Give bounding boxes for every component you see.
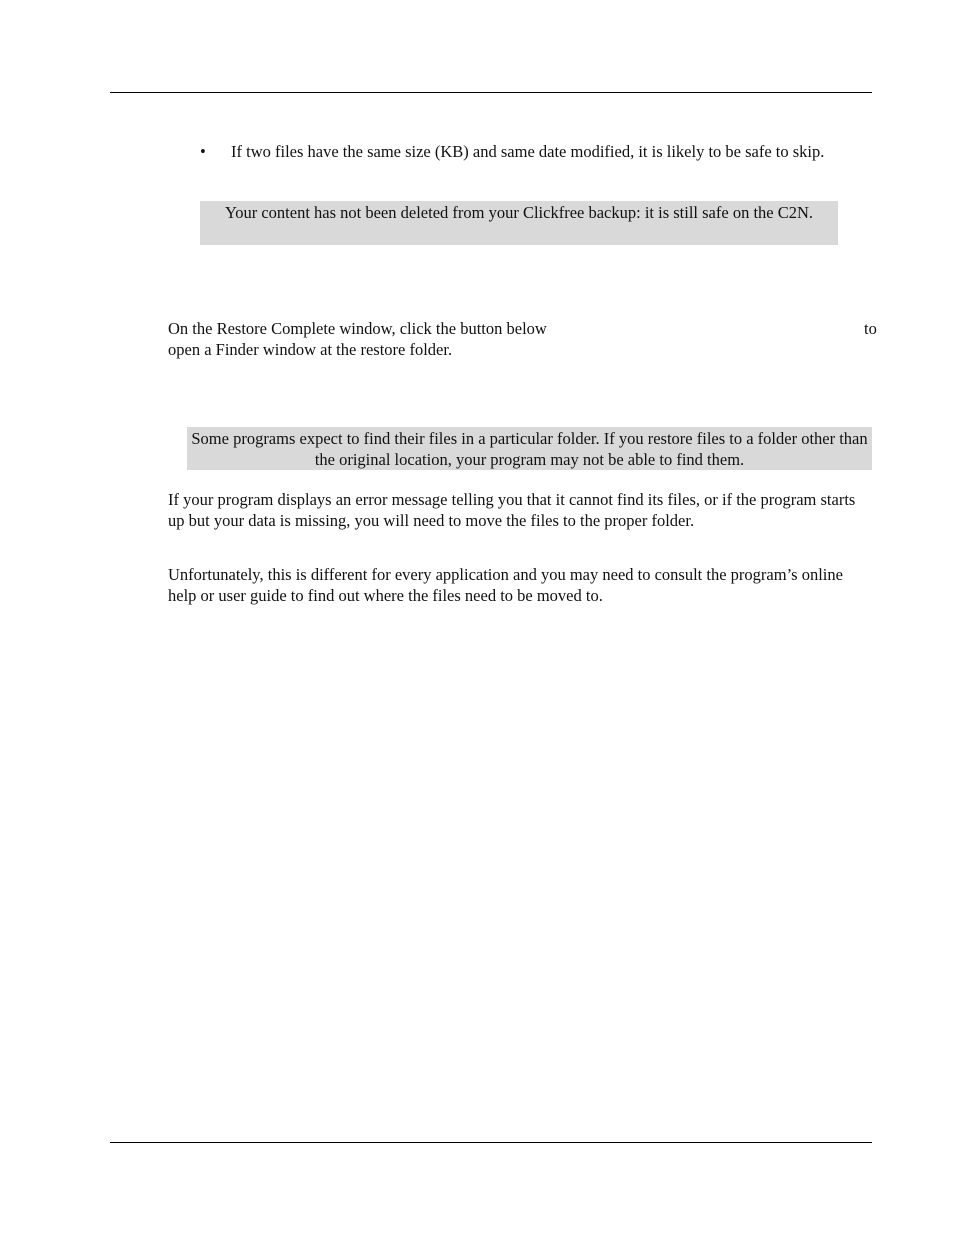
backup-safe-note: Your content has not been deleted from your Clickfree backup: it is still safe on the C2N. — [200, 201, 838, 245]
restore-complete-paragraph — [168, 318, 880, 360]
error-message-paragraph: If your program displays an error message telling you that it cannot find its files, or if the program starts up but your data is missing, you will need to move the files to the proper folder. — [168, 490, 856, 530]
footer-rule — [110, 1142, 872, 1143]
restore-paragraph-rest: open a Finder window at the restore folder. — [168, 340, 453, 359]
restore-paragraph-to: to — [864, 319, 877, 338]
header-rule — [110, 92, 872, 93]
bullet-text: If two files have the same size (KB) and same date modified, it is likely to be safe to skip. — [231, 142, 825, 161]
consult-help-paragraph: Unfortunately, this is different for every application and you may need to consult the program’s online help or user guide to find out where the files need to be moved to. — [168, 565, 843, 605]
bullet-dot-icon: • — [200, 142, 206, 161]
restore-paragraph-lead: On the Restore Complete window, click the button below — [168, 319, 547, 338]
program-location-note: Some programs expect to find their files in a particular folder. If you restore files to a folder other than the original location, your program may not be able to find them. — [187, 427, 872, 470]
